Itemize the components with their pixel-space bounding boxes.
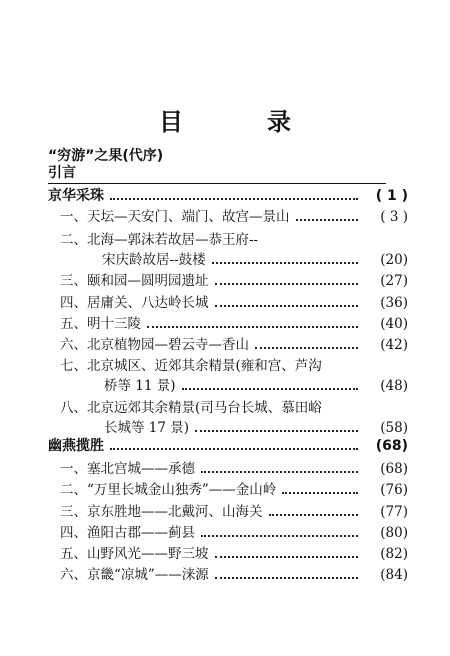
toc-entry-continuation <box>104 376 408 396</box>
dot-leader <box>215 305 359 307</box>
dot-leader <box>110 198 358 200</box>
toc-entry-section-jinghua <box>48 186 408 206</box>
toc-entry <box>60 480 408 500</box>
toc-entry-text: 一、塞北宫城——承德 <box>60 461 195 477</box>
toc-entry-page: (42) <box>380 337 408 353</box>
toc-entry <box>60 230 408 250</box>
toc-entry <box>60 544 408 564</box>
toc-entry-page: (68) <box>380 461 408 477</box>
toc-entry-text: 七、北京城区、近郊其余精景(雍和宫、芦沟 <box>60 358 322 374</box>
toc-entry-page: (36) <box>380 295 408 311</box>
dot-leader <box>269 514 359 516</box>
page-title: 目 录 <box>159 108 321 136</box>
toc-entry-page: (80) <box>380 525 408 541</box>
toc-entry-page: (82) <box>380 546 408 562</box>
dot-leader <box>182 388 358 390</box>
dot-leader <box>110 448 358 450</box>
toc-entry-page: ( 3 ) <box>380 209 408 225</box>
toc-entry <box>60 356 408 376</box>
toc-entry-page: (77) <box>380 504 408 520</box>
toc-entry-text: 六、京畿“凉城”——涞源 <box>60 567 209 583</box>
toc-entry-page: ( 1 ) <box>375 188 408 204</box>
toc-entry <box>60 207 408 227</box>
dot-leader <box>215 556 359 558</box>
toc-entry-text: 四、居庸关、八达岭长城 <box>60 295 209 311</box>
toc-entry-section-youyan <box>48 436 408 456</box>
dot-leader <box>255 347 358 349</box>
toc-entry-page: (27) <box>380 273 408 289</box>
toc-entry-page: (48) <box>380 378 408 394</box>
toc-entry <box>60 335 408 355</box>
toc-entry-text: 二、“万里长城金山独秀”——金山岭 <box>60 482 277 498</box>
toc-entry-page: (68) <box>375 438 408 454</box>
toc-entry-continuation <box>104 418 408 438</box>
toc-entry-text: “穷游”之果(代序) <box>48 148 164 164</box>
toc-entry <box>60 523 408 543</box>
toc-entry-page: (76) <box>380 482 408 498</box>
dot-leader <box>215 577 358 579</box>
toc-entry-page: (84) <box>380 567 408 583</box>
toc-entry <box>60 293 408 313</box>
toc-entry-text: 五、明十三陵 <box>60 316 141 332</box>
toc-entry-text: 六、北京植物园—碧云寺—香山 <box>60 337 249 353</box>
toc-entry-page: (58) <box>380 420 408 436</box>
toc-entry-text: 一、天坛—天安门、端门、故宫—景山 <box>60 209 290 225</box>
toc-entry <box>60 459 408 479</box>
toc-entry-page: (40) <box>380 316 408 332</box>
dot-leader <box>282 492 358 494</box>
toc-entry-text: 二、北海—郭沫若故居—恭王府-- <box>60 232 259 248</box>
toc-entry-text: 京华采珠 <box>48 188 104 204</box>
dot-leader <box>296 219 359 221</box>
dot-leader <box>201 535 358 537</box>
toc-entry <box>60 502 408 522</box>
toc-entry <box>60 565 408 585</box>
toc-entry-text: 五、山野风光——野三坡 <box>60 546 209 562</box>
dot-leader <box>212 262 358 264</box>
toc-entry-text: 三、京东胜地——北戴河、山海关 <box>60 504 263 520</box>
toc-entry-text: 四、渔阳古郡——蓟县 <box>60 525 195 541</box>
toc-entry-text: 引言 <box>48 165 76 181</box>
dot-leader <box>215 283 359 285</box>
dot-leader <box>201 471 358 473</box>
toc-entry <box>60 271 408 291</box>
toc-entry-continuation <box>102 250 408 270</box>
toc-entry-page: (20) <box>380 252 408 268</box>
toc-entry <box>60 398 408 418</box>
section-divider <box>48 183 386 184</box>
toc-entry <box>60 314 408 334</box>
toc-entry-text: 幽燕揽胜 <box>48 438 104 454</box>
toc-entry-text: 长城等 17 景) <box>104 420 190 436</box>
toc-entry-text: 八、北京远郊其余精景(司马台长城、慕田峪 <box>60 400 322 416</box>
toc-entry-text: 宋庆龄故居--鼓楼 <box>102 252 206 268</box>
dot-leader <box>147 326 358 328</box>
dot-leader <box>195 430 358 432</box>
toc-entry-text: 三、颐和园—圆明园遗址 <box>60 273 209 289</box>
toc-entry-text: 桥等 11 景) <box>104 378 176 394</box>
toc-entry-intro <box>48 163 386 183</box>
